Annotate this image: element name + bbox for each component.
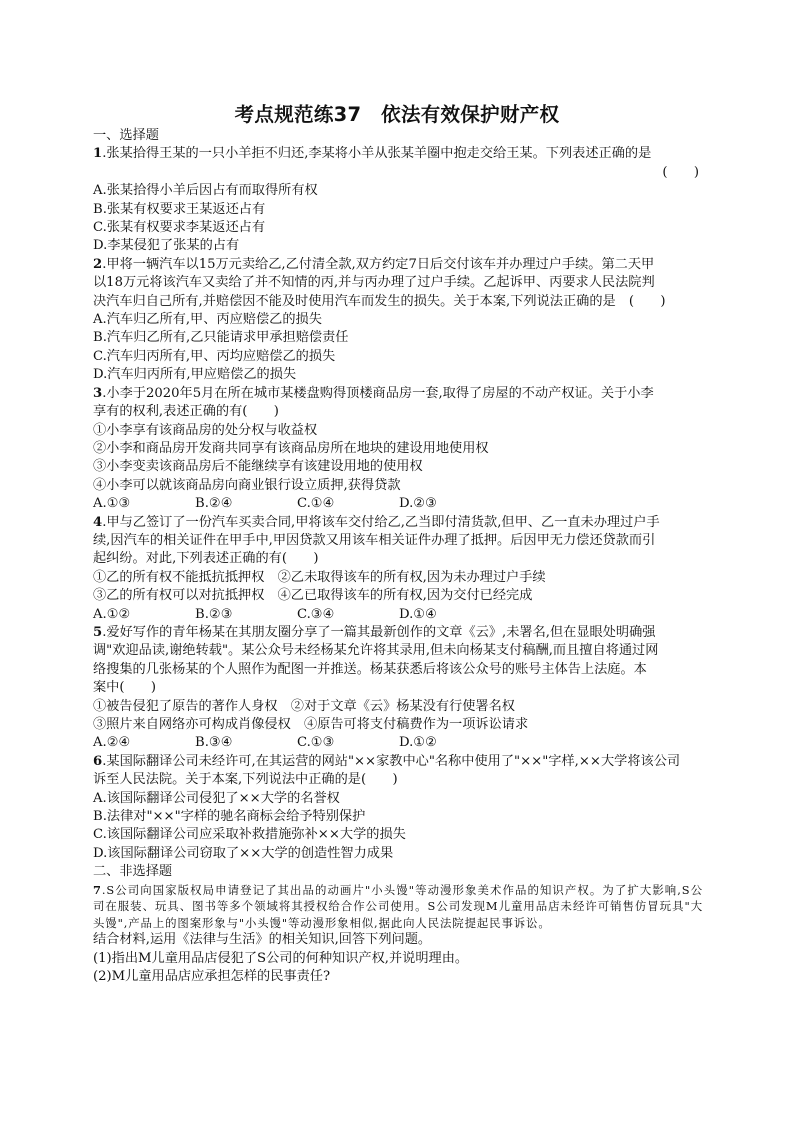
option-a: A.②④ <box>93 735 131 751</box>
sub-question-1: (1)指出M儿童用品店侵犯了S公司的何种知识产权,并说明理由。 <box>93 950 469 966</box>
question-number: 2 <box>93 256 103 272</box>
option-b: B.法律对"××"字样的驰名商标会给予特别保护 <box>93 809 366 825</box>
question-number: 3 <box>93 385 103 401</box>
question-stem-line: .小李于2020年5月在所在城市某楼盘购得顶楼商品房一套,取得了房屋的不动产权证。关于小李 <box>102 385 654 401</box>
option-d: D.李某侵犯了张某的占有 <box>93 238 240 254</box>
statement-item: ①小李享有该商品房的处分权与收益权 <box>93 422 318 438</box>
option-b: B.张某有权要求王某返还占有 <box>93 201 266 217</box>
question-number: 6 <box>93 753 103 769</box>
option-c: C.汽车归丙所有,甲、丙均应赔偿乙的损失 <box>93 348 336 364</box>
question-stem-line: 诉至人民法院。关于本案,下列说法中正确的是( ) <box>93 772 398 788</box>
option-b: B.②④ <box>195 496 233 512</box>
question-number: 5 <box>93 624 103 640</box>
statement-item: ②小李和商品房开发商共同享有该商品房所在地块的建设用地使用权 <box>93 440 489 456</box>
statement-item: ③小李变卖该商品房后不能继续享有该建设用地的使用权 <box>93 459 423 475</box>
option-d: D.该国际翻译公司窃取了××大学的创造性智力成果 <box>93 845 394 861</box>
question-stem-line: 享有的权利,表述正确的有( ) <box>93 404 279 420</box>
question-5 <box>93 624 703 753</box>
question-stem: .张某拾得王某的一只小羊拒不归还,李某将小羊从张某羊圈中抱走交给王某。下列表述正确的是 <box>102 146 652 162</box>
question-prompt: 结合材料,运用《法律与生活》的相关知识,回答下列问题。 <box>93 932 432 948</box>
question-number: 1 <box>93 146 103 162</box>
options-row <box>93 495 703 513</box>
options-row <box>93 606 703 624</box>
option-d: D.①④ <box>399 606 437 622</box>
question-stem-line: 以18万元将该汽车又卖给了并不知情的丙,并与丙办理了过户手续。乙起诉甲、丙要求人民法院判 <box>93 275 655 291</box>
question-stem-line: 起纠纷。对此,下列表述正确的有( ) <box>93 551 319 567</box>
section-heading-choice: 一、选择题 <box>93 128 159 143</box>
option-a: A.该国际翻译公司侵犯了××大学的名誉权 <box>93 790 340 806</box>
question-stem-line: 续,因汽车的相关证件在甲手中,甲因贷款又用该车相关证件办理了抵押。后因甲无力偿还贷款而引 <box>93 532 656 548</box>
question-stem-line: 决汽车归自己所有,并赔偿因不能及时使用汽车而发生的损失。关于本案,下列说法正确的是 ( ) <box>93 293 666 309</box>
question-stem-line: .甲将一辆汽车以15万元卖给乙,乙付清全款,双方约定7日后交付该车并办理过户手续。第二天甲 <box>102 256 655 272</box>
section-heading-nonchoice: 二、非选择题 <box>93 864 173 880</box>
question-stem-line: 案中( ) <box>93 680 157 696</box>
question-stem-line: .某国际翻译公司未经许可,在其运营的网站"××家教中心"名称中使用了"××"字样,××大学将该公司 <box>102 753 681 769</box>
question-stem-line: 络搜集的几张杨某的个人照作为配图一并推送。杨某获悉后将该公众号的账号主体告上法庭。本 <box>93 661 647 677</box>
question-stem-line: .甲与乙签订了一份汽车买卖合同,甲将该车交付给乙,乙当即付清货款,但甲、乙一直未办理过户手 <box>102 514 660 530</box>
option-b: B.②③ <box>195 606 233 622</box>
question-number: 7 <box>93 882 102 897</box>
option-c: C.张某有权要求李某返还占有 <box>93 220 266 236</box>
option-d: D.汽车归丙所有,甲应赔偿乙的损失 <box>93 367 297 383</box>
statement-item: ①乙的所有权不能抵抗抵押权 ②乙未取得该车的所有权,因为未办理过户手续 <box>93 569 546 585</box>
question-2 <box>93 256 703 385</box>
option-a: A.汽车归乙所有,甲、丙应赔偿乙的损失 <box>93 312 322 328</box>
page-title: 考点规范练37 依法有效保护财产权 <box>234 103 560 126</box>
option-c: C.①③ <box>297 735 335 751</box>
option-c: C.③④ <box>297 606 335 622</box>
answer-blank: ( ) <box>662 164 699 180</box>
option-c: C.该国际翻译公司应采取补救措施弥补××大学的损失 <box>93 827 406 843</box>
statement-item: ①被告侵犯了原告的著作人身权 ②对于文章《云》杨某没有行使署名权 <box>93 698 515 714</box>
option-b: B.汽车归乙所有,乙只能请求甲承担赔偿责任 <box>93 330 349 346</box>
question-number: 4 <box>93 514 103 530</box>
option-d: D.①② <box>399 735 437 751</box>
question-3 <box>93 385 703 514</box>
option-a: A.张某拾得小羊后因占有而取得所有权 <box>93 183 318 199</box>
question-stem-line: 调"欢迎品读,谢绝转载"。某公众号未经杨某允许将其录用,但未向杨某支付稿酬,而且擅自将通过网 <box>93 643 659 659</box>
question-4 <box>93 514 703 624</box>
question-stem-line: .爱好写作的青年杨某在其朋友圈分享了一篇其最新创作的文章《云》,未署名,但在显眼处明确强 <box>102 624 656 640</box>
question-7 <box>93 882 703 987</box>
statement-item: ③照片来自网络亦可构成肖像侵权 ④原告可将支付稿费作为一项诉讼请求 <box>93 717 529 732</box>
question-6 <box>93 753 703 863</box>
options-row <box>93 734 703 752</box>
statement-item: ③乙的所有权可以对抗抵押权 ④乙已取得该车的所有权,因为交付已经完成 <box>93 588 533 604</box>
option-c: C.①④ <box>297 496 335 512</box>
option-b: B.③④ <box>195 735 233 751</box>
option-d: D.②③ <box>399 496 437 512</box>
document-body <box>93 127 703 987</box>
question-1 <box>93 145 703 255</box>
sub-question-2: (2)M儿童用品店应承担怎样的民事责任? <box>93 969 331 985</box>
statement-item: ④小李可以就该商品房向商业银行设立质押,获得贷款 <box>93 477 401 493</box>
option-a: A.①③ <box>93 496 131 512</box>
option-a: A.①② <box>93 606 131 622</box>
material-text: .S公司向国家版权局申请登记了其出品的动画片"小头馒"等动漫形象美术作品的知识产权。为了扩大影响,S公司在服装、玩具、图书等多个领域将其授权给合作公司使用。S公司发现M儿童用品店未经许可销售仿冒玩具"大头馒",产品上的图案形象与"小头馒"等动漫形象相似,据此向人民法院提起民事诉讼。 <box>93 882 703 930</box>
